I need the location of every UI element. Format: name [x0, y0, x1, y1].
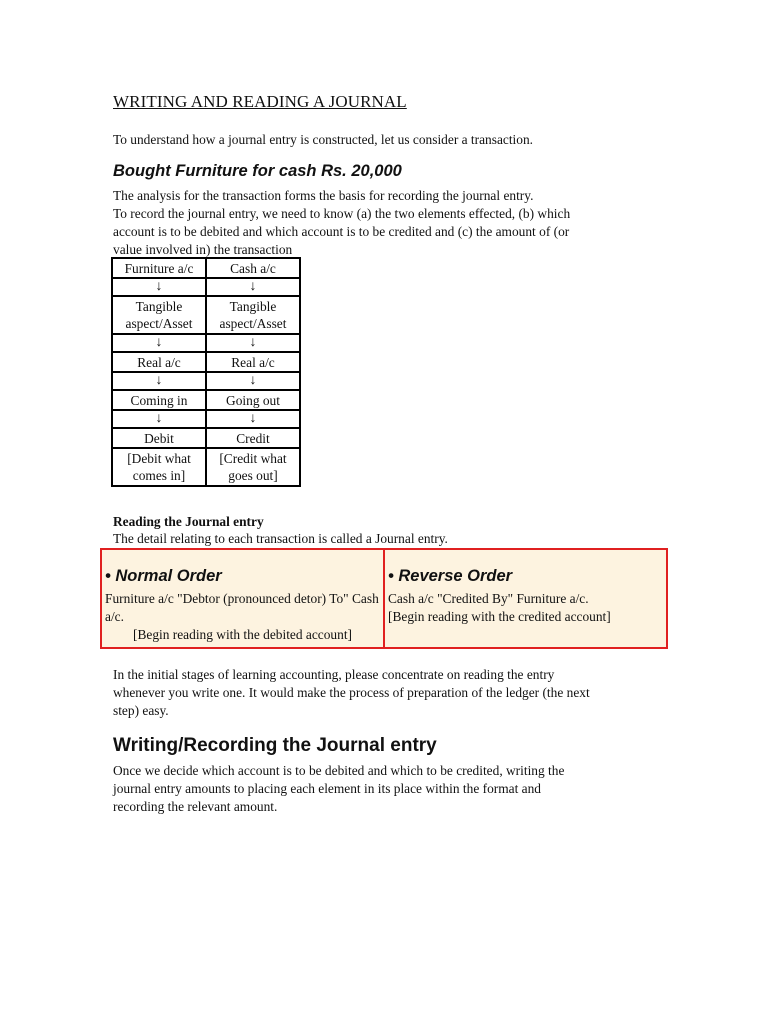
- reverse-order-panel: [383, 550, 666, 647]
- writing-line: Once we decide which account is to be debited and which to be credited, writing the: [113, 763, 565, 778]
- reverse-order-heading: • Reverse Order: [388, 567, 513, 585]
- down-arrow-icon: ↓: [112, 410, 206, 428]
- table-cell-cash: Cash a/c: [206, 258, 300, 278]
- table-cell-furniture: Furniture a/c: [112, 258, 206, 278]
- table-cell: Coming in: [112, 390, 206, 410]
- table-cell: Real a/c: [112, 352, 206, 372]
- down-arrow-icon: ↓: [206, 372, 300, 390]
- writing-line: journal entry amounts to placing each element in its place within the format and: [113, 781, 541, 796]
- stages-line: In the initial stages of learning accounting, please concentrate on reading the entry: [113, 667, 555, 682]
- transaction-heading: Bought Furniture for cash Rs. 20,000: [113, 162, 402, 180]
- table-cell-debit: Debit: [112, 428, 206, 448]
- table-row: [112, 372, 300, 390]
- table-cell-credit: Credit: [206, 428, 300, 448]
- normal-order-heading: • Normal Order: [105, 567, 222, 585]
- reading-detail: The detail relating to each transaction is called a Journal entry.: [113, 531, 448, 546]
- reverse-order-line: Cash a/c "Credited By" Furniture a/c.: [388, 591, 589, 606]
- table-row: [112, 258, 300, 278]
- stages-paragraph: [113, 666, 658, 720]
- normal-order-panel: [102, 550, 383, 647]
- table-row: [112, 296, 300, 334]
- down-arrow-icon: ↓: [112, 334, 206, 352]
- analysis-line: account is to be debited and which account is to be credited and (c) the amount of (or: [113, 224, 570, 239]
- table-cell: Real a/c: [206, 352, 300, 372]
- writing-line: recording the relevant amount.: [113, 799, 278, 814]
- reverse-order-note: [Begin reading with the credited account]: [388, 609, 611, 624]
- analysis-flow-table: [111, 257, 301, 487]
- table-row: [112, 334, 300, 352]
- normal-order-text: [105, 590, 380, 644]
- table-cell: [Debit what comes in]: [112, 448, 206, 486]
- down-arrow-icon: ↓: [206, 278, 300, 296]
- analysis-line: To record the journal entry, we need to know (a) the two elements effected, (b) which: [113, 206, 571, 221]
- table-row: [112, 428, 300, 448]
- table-cell: Tangible aspect/Asset: [112, 296, 206, 334]
- normal-order-note: [Begin reading with the debited account]: [132, 627, 352, 642]
- down-arrow-icon: ↓: [112, 278, 206, 296]
- table-row: [112, 390, 300, 410]
- normal-order-line: Furniture a/c "Debtor (pronounced detor) To" Cash a/c.: [105, 591, 379, 624]
- reverse-order-text: [388, 590, 663, 626]
- table-cell: Tangible aspect/Asset: [206, 296, 300, 334]
- stages-line: whenever you write one. It would make the process of preparation of the ledger (the next: [113, 685, 590, 700]
- table-row: [112, 352, 300, 372]
- down-arrow-icon: ↓: [112, 372, 206, 390]
- reading-heading: Reading the Journal entry: [113, 514, 264, 529]
- order-comparison-box: [100, 548, 668, 649]
- writing-paragraph: [113, 762, 658, 816]
- analysis-line: value involved in) the transaction: [113, 242, 293, 257]
- analysis-line: The analysis for the transaction forms the basis for recording the journal entry.: [113, 188, 534, 203]
- table-cell: Going out: [206, 390, 300, 410]
- analysis-paragraph: [113, 187, 643, 259]
- down-arrow-icon: ↓: [206, 410, 300, 428]
- table-cell: [Credit what goes out]: [206, 448, 300, 486]
- stages-line: step) easy.: [113, 703, 169, 718]
- table-row: [112, 410, 300, 428]
- table-row: [112, 448, 300, 486]
- down-arrow-icon: ↓: [206, 334, 300, 352]
- table-row: [112, 278, 300, 296]
- writing-heading: Writing/Recording the Journal entry: [113, 735, 437, 756]
- page-title: WRITING AND READING A JOURNAL: [113, 92, 407, 111]
- intro-paragraph: To understand how a journal entry is constructed, let us consider a transaction.: [113, 132, 534, 147]
